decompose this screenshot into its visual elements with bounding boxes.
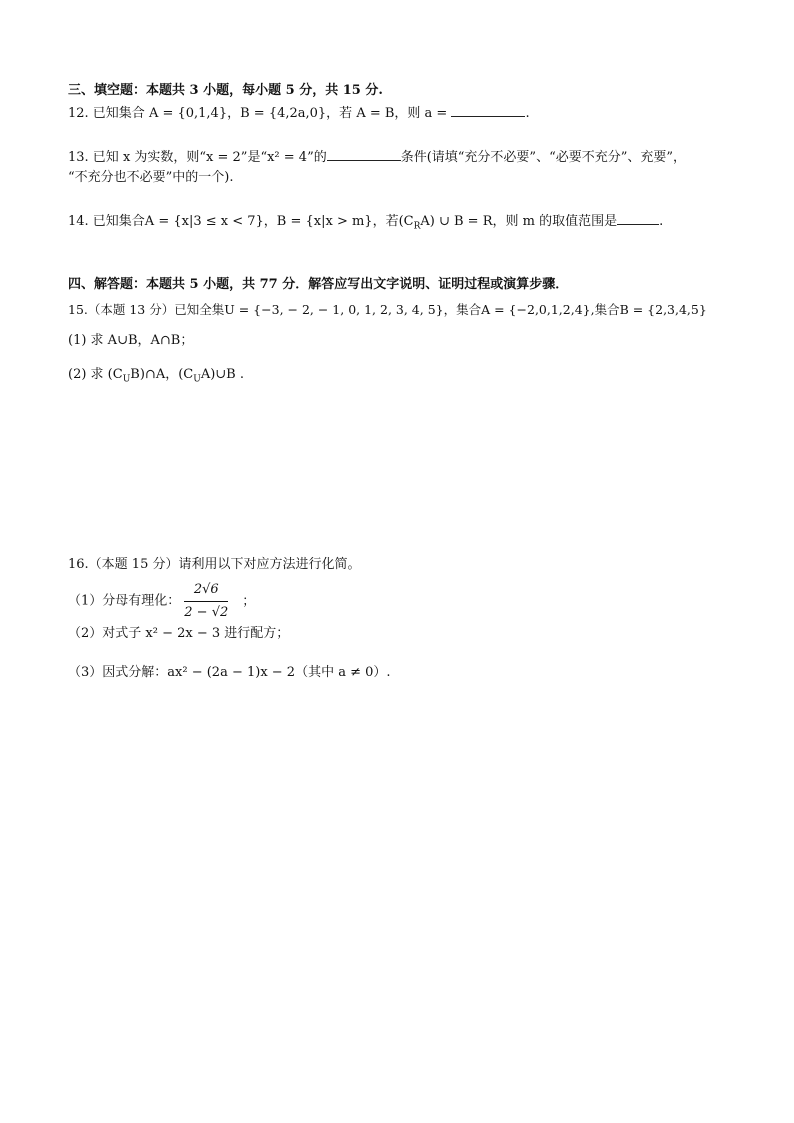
question-14-sub: R xyxy=(413,221,421,232)
fraction xyxy=(184,580,228,623)
question-12-end: . xyxy=(525,106,530,121)
question-13 xyxy=(68,148,686,167)
question-13-text-a: 13. 已知 x 为实数，则“x = 2”是“x² = 4”的 xyxy=(68,150,327,165)
answer-blank-12 xyxy=(451,104,525,117)
section4-header: 四、解答题：本题共 5 小题，共 77 分．解答应写出文字说明、证明过程或演算步骤． xyxy=(68,277,569,292)
question-15: 15.（本题 13 分）已知全集U = {−3, − 2, − 1, 0, 1, 2, 3, 4, 5}，集合A = {−2,0,1,2,4},集合B = {2,3,4,5} xyxy=(68,302,707,317)
q16-part1-label: （1）分母有理化： xyxy=(68,593,181,609)
question-13-cont: “不充分也不必要”中的一个). xyxy=(68,170,234,185)
answer-blank-14 xyxy=(617,212,659,225)
question-14-text: 14. 已知集合A = {x|3 ≤ x < 7}，B = {x|x > m}，若(C xyxy=(68,214,414,229)
q15-part2-a: (2) 求 (C xyxy=(68,367,123,382)
question-14-text2: A) ∪ B = R，则 m 的取值范围是 xyxy=(420,214,618,229)
question-12 xyxy=(68,104,530,123)
question-12-text: 12. 已知集合 A = {0,1,4}，B = {4,2a,0}，若 A = B，则 a = xyxy=(68,106,452,121)
section3-header: 三、填空题：本题共 3 小题，每小题 5 分，共 15 分. xyxy=(68,83,383,98)
question-14-end: . xyxy=(659,214,664,229)
question-15-part1: (1) 求 A∪B，A∩B； xyxy=(68,333,194,348)
answer-blank-13 xyxy=(327,148,401,161)
question-13-text-b: 条件(请填“充分不必要”、“必要不充分”、充要”， xyxy=(400,150,687,165)
fraction-denominator: 2 − √2 xyxy=(184,605,229,620)
question-16-part2: （2）对式子 x² − 2x − 3 进行配方； xyxy=(68,626,290,641)
fraction-numerator: 2√6 xyxy=(184,580,228,602)
question-15-part2 xyxy=(68,366,244,389)
q15-part2-c: A)∪B . xyxy=(200,367,244,382)
question-16-part3: （3）因式分解：ax² − (2a − 1)x − 2（其中 a ≠ 0）. xyxy=(68,665,391,680)
question-16: 16.（本题 15 分）请利用以下对应方法进行化简。 xyxy=(68,557,361,572)
q15-part2-sub2: U xyxy=(193,374,201,385)
question-14 xyxy=(68,212,663,236)
q15-part2-sub1: U xyxy=(122,374,131,385)
q15-part2-b: B)∩A，(C xyxy=(130,367,194,382)
q16-part1-end: ； xyxy=(242,593,256,609)
question-16-part1 xyxy=(68,580,255,623)
